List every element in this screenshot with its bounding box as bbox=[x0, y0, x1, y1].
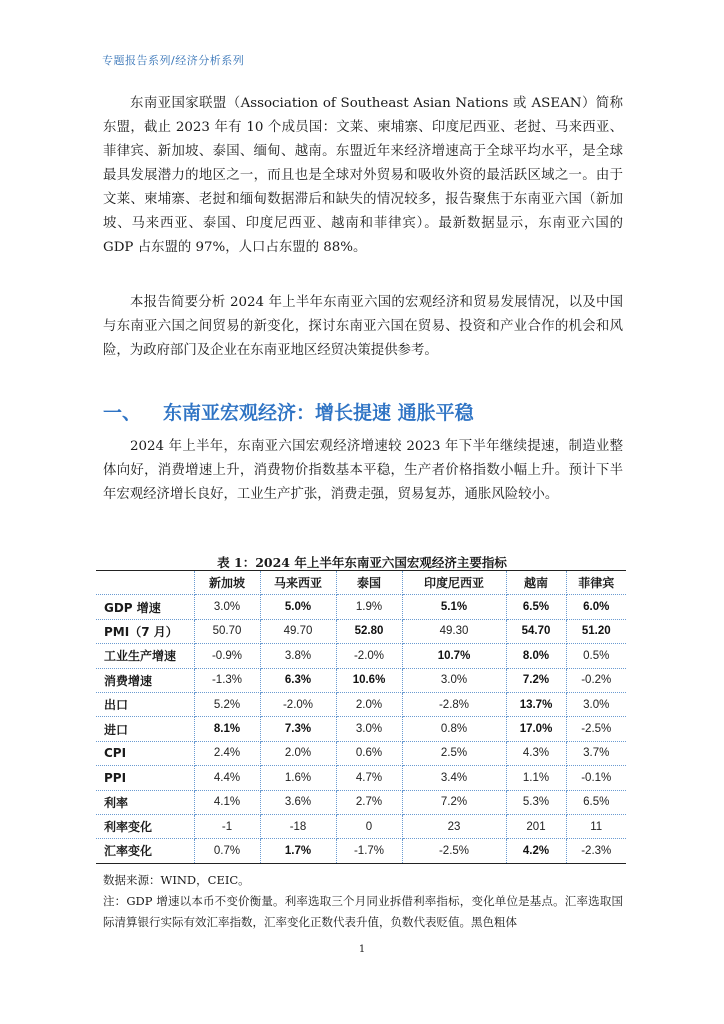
table-cell: 6.0% bbox=[566, 595, 626, 619]
table-row bbox=[96, 766, 626, 790]
table-cell: 0.8% bbox=[402, 717, 506, 741]
row-label: 出口 bbox=[96, 692, 194, 716]
table-note: 注：GDP 增速以本币不变价衡量。利率选取三个月同业拆借利率指标，变化单位是基点。汇率选取国际清算银行实际有效汇率指数，汇率变化正数代表升值，负数代表贬值。黑色粗体 bbox=[103, 894, 623, 929]
table-cell: -0.2% bbox=[566, 668, 626, 692]
table-cell: 3.0% bbox=[566, 692, 626, 716]
table-cell: 51.20 bbox=[566, 619, 626, 643]
table-cell: 50.70 bbox=[194, 619, 260, 643]
table-header-row bbox=[96, 571, 626, 595]
row-label: 工业生产增速 bbox=[96, 644, 194, 668]
table-row bbox=[96, 595, 626, 619]
section-paragraph: 2024 年上半年，东南亚六国宏观经济增速较 2023 年下半年继续提速，制造业整体向好，消费增速上升，消费物价指数基本平稳，生产者价格指数小幅上升。预计下半年宏观经济增长良好，工业生产扩张，消费走强，贸易复苏，通胀风险较小。 bbox=[103, 439, 623, 502]
table-cell: 10.6% bbox=[336, 668, 402, 692]
row-label: 利率 bbox=[96, 790, 194, 814]
table-row bbox=[96, 619, 626, 643]
column-header: 越南 bbox=[506, 571, 566, 595]
table-cell: 2.0% bbox=[260, 741, 336, 765]
table-cell: 3.0% bbox=[402, 668, 506, 692]
table-cell: 4.3% bbox=[506, 741, 566, 765]
table-cell: 3.6% bbox=[260, 790, 336, 814]
table-cell: 2.5% bbox=[402, 741, 506, 765]
table-cell: 2.7% bbox=[336, 790, 402, 814]
table-cell: 0.6% bbox=[336, 741, 402, 765]
section-title: 东南亚宏观经济：增长提速 通胀平稳 bbox=[163, 402, 474, 424]
table-cell: 3.7% bbox=[566, 741, 626, 765]
table-cell: 7.2% bbox=[402, 790, 506, 814]
table-cell: 4.2% bbox=[506, 839, 566, 863]
row-label: 汇率变化 bbox=[96, 839, 194, 863]
column-header: 新加坡 bbox=[194, 571, 260, 595]
table-row bbox=[96, 839, 626, 863]
table-cell: 49.30 bbox=[402, 619, 506, 643]
table-cell: -18 bbox=[260, 814, 336, 838]
table-cell: 3.8% bbox=[260, 644, 336, 668]
row-label: 消费增速 bbox=[96, 668, 194, 692]
table-cell: 2.4% bbox=[194, 741, 260, 765]
table-cell: 23 bbox=[402, 814, 506, 838]
table-cell: 0 bbox=[336, 814, 402, 838]
table-cell: 7.3% bbox=[260, 717, 336, 741]
table-cell: -2.5% bbox=[566, 717, 626, 741]
table-cell: 4.7% bbox=[336, 766, 402, 790]
report-series-header: 专题报告系列/经济分析系列 bbox=[102, 54, 245, 67]
scope-paragraph: 本报告简要分析 2024 年上半年东南亚六国的宏观经济和贸易发展情况，以及中国与东南亚六国之间贸易的新变化，探讨东南亚六国在贸易、投资和产业合作的机会和风险，为政府部门及企业在东南亚地区经贸决策提供参考。 bbox=[103, 295, 623, 358]
table-cell: 6.5% bbox=[566, 790, 626, 814]
table-cell: -2.0% bbox=[260, 692, 336, 716]
table-cell: -1 bbox=[194, 814, 260, 838]
table-cell: 3.0% bbox=[336, 717, 402, 741]
table-cell: 0.5% bbox=[566, 644, 626, 668]
table-cell: 1.7% bbox=[260, 839, 336, 863]
table-cell: 3.4% bbox=[402, 766, 506, 790]
section-number: 一、 bbox=[103, 402, 142, 424]
table-cell: -2.3% bbox=[566, 839, 626, 863]
table-cell: 17.0% bbox=[506, 717, 566, 741]
table-row bbox=[96, 717, 626, 741]
table-cell: 4.4% bbox=[194, 766, 260, 790]
table-cell: 5.3% bbox=[506, 790, 566, 814]
table-cell: 6.5% bbox=[506, 595, 566, 619]
table-cell: 0.7% bbox=[194, 839, 260, 863]
table-cell: 3.0% bbox=[194, 595, 260, 619]
row-label: PPI bbox=[96, 766, 194, 790]
table-row bbox=[96, 790, 626, 814]
table-row bbox=[96, 668, 626, 692]
page-number: 1 bbox=[358, 944, 366, 955]
table-cell: 52.80 bbox=[336, 619, 402, 643]
section-heading bbox=[103, 398, 474, 425]
table-cell: -2.8% bbox=[402, 692, 506, 716]
row-label: 进口 bbox=[96, 717, 194, 741]
table-row bbox=[96, 741, 626, 765]
column-header bbox=[96, 571, 194, 595]
intro-paragraph: 东南亚国家联盟（Association of Southeast Asian Nations 或 ASEAN）简称东盟，截止 2023 年有 10 个成员国：文莱、柬埔寨、印度尼西亚、老挝、马来西亚、菲律宾、新加坡、泰国、缅甸、越南。东盟近年来经济增速高于全球平均水平，是全球最具发展潜力的地区之一，而且也是全球对外贸易和吸收外资的最活跃区域之一。由于文莱、柬埔寨、老挝和缅甸数据滞后和缺失的情况较多，报告聚焦于东南亚六国（新加坡、马来西亚、泰国、印度尼西亚、越南和菲律宾）。最新数据显示，东南亚六国的 GDP 占东盟的 97%，人口占东盟的 88%。 bbox=[103, 96, 623, 255]
table-caption: 表 1：2024 年上半年东南亚六国宏观经济主要指标 bbox=[217, 555, 507, 570]
table-cell: 4.1% bbox=[194, 790, 260, 814]
table-row bbox=[96, 692, 626, 716]
table-cell: -1.3% bbox=[194, 668, 260, 692]
table-cell: 6.3% bbox=[260, 668, 336, 692]
table-cell: -0.1% bbox=[566, 766, 626, 790]
data-source: 数据来源：WIND，CEIC。 bbox=[103, 873, 250, 887]
table-cell: 54.70 bbox=[506, 619, 566, 643]
table-cell: -2.5% bbox=[402, 839, 506, 863]
column-header: 马来西亚 bbox=[260, 571, 336, 595]
table-cell: 11 bbox=[566, 814, 626, 838]
table-cell: 10.7% bbox=[402, 644, 506, 668]
table-cell: 5.0% bbox=[260, 595, 336, 619]
table-cell: -0.9% bbox=[194, 644, 260, 668]
row-label: GDP 增速 bbox=[96, 595, 194, 619]
table-cell: 2.0% bbox=[336, 692, 402, 716]
table-cell: 1.6% bbox=[260, 766, 336, 790]
table-cell: -2.0% bbox=[336, 644, 402, 668]
table-cell: 49.70 bbox=[260, 619, 336, 643]
table-cell: -1.7% bbox=[336, 839, 402, 863]
table-cell: 5.1% bbox=[402, 595, 506, 619]
table-cell: 201 bbox=[506, 814, 566, 838]
row-label: PMI（7 月） bbox=[96, 619, 194, 643]
table-cell: 8.1% bbox=[194, 717, 260, 741]
table-row bbox=[96, 644, 626, 668]
column-header: 泰国 bbox=[336, 571, 402, 595]
table-cell: 1.9% bbox=[336, 595, 402, 619]
macro-indicators-table bbox=[96, 570, 626, 864]
table-cell: 7.2% bbox=[506, 668, 566, 692]
row-label: CPI bbox=[96, 741, 194, 765]
table-cell: 5.2% bbox=[194, 692, 260, 716]
table-cell: 1.1% bbox=[506, 766, 566, 790]
table-row bbox=[96, 814, 626, 838]
table-cell: 13.7% bbox=[506, 692, 566, 716]
row-label: 利率变化 bbox=[96, 814, 194, 838]
column-header: 菲律宾 bbox=[566, 571, 626, 595]
table-cell: 8.0% bbox=[506, 644, 566, 668]
column-header: 印度尼西亚 bbox=[402, 571, 506, 595]
